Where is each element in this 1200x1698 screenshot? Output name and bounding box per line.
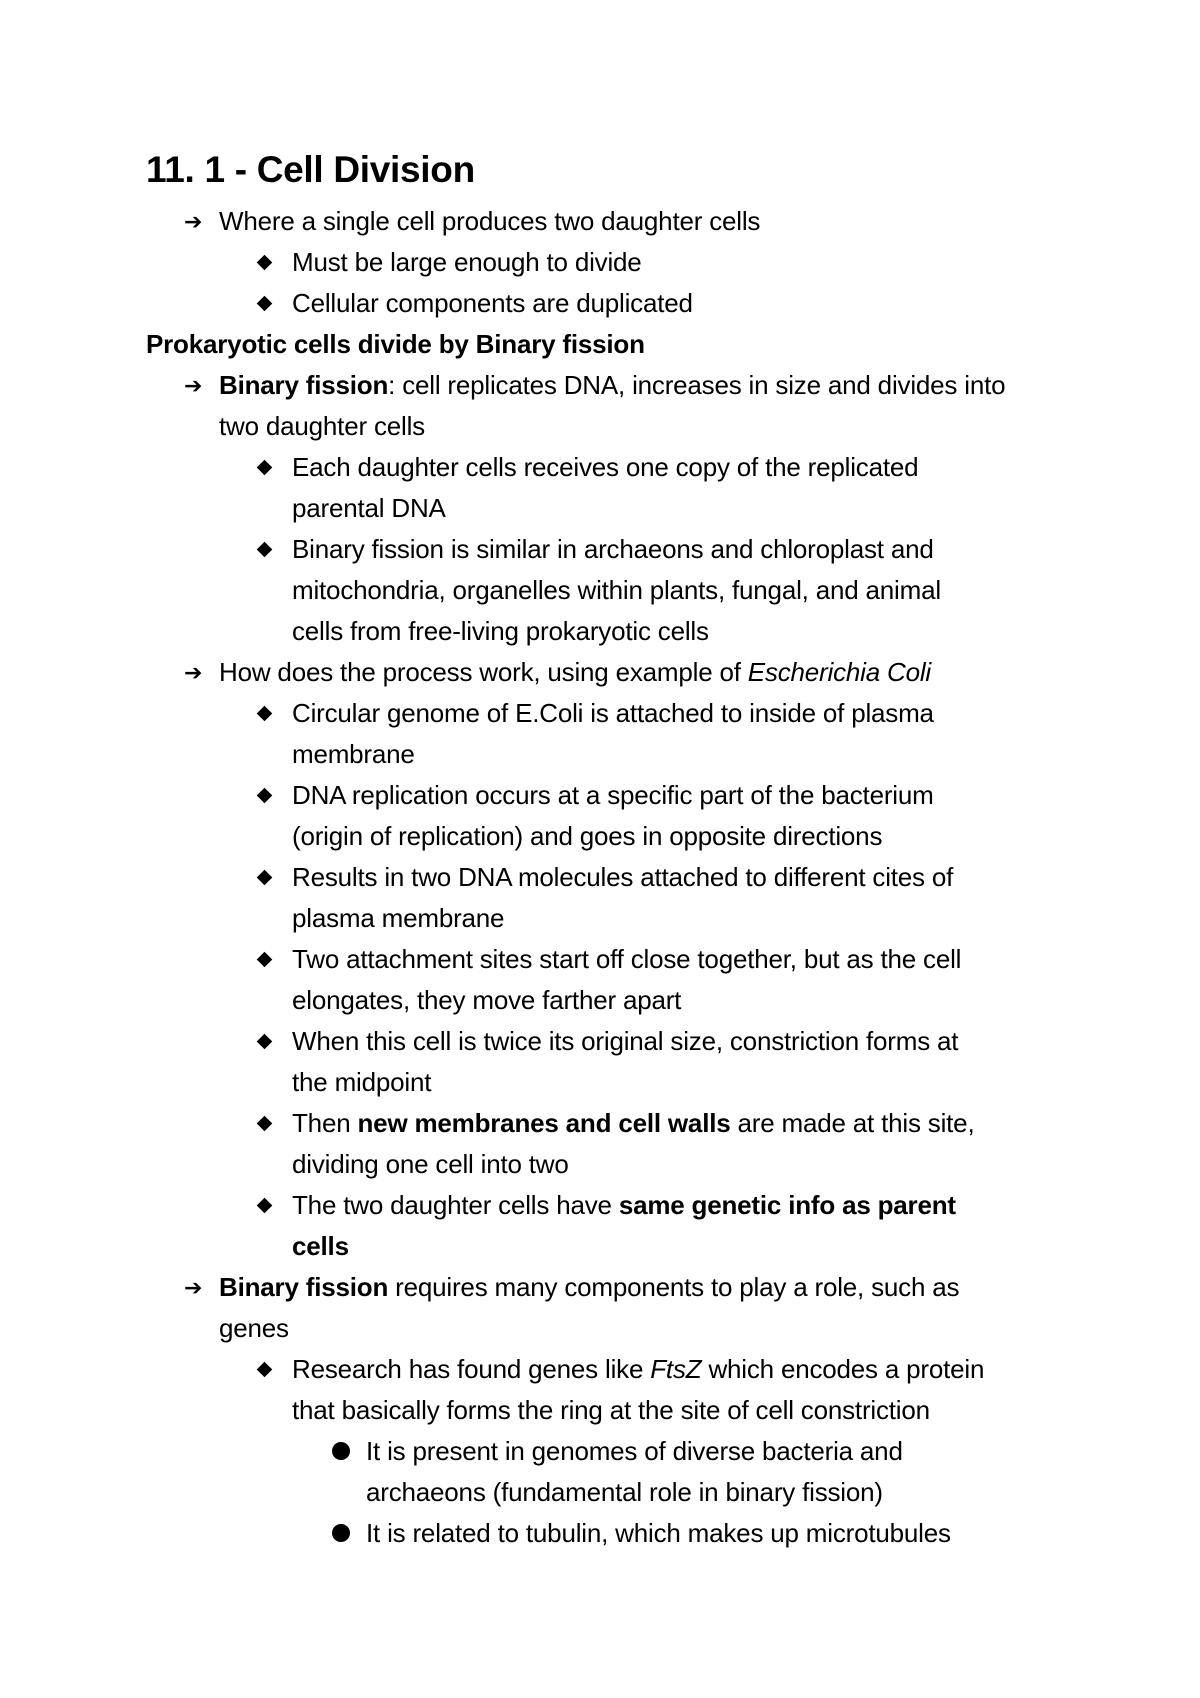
list-item-continuation: [0, 980, 1200, 1021]
text-run: which encodes a protein: [701, 1354, 985, 1384]
list-item-continuation: [0, 1062, 1200, 1103]
list-item-text: [292, 1103, 974, 1144]
italic-term: FtsZ: [650, 1354, 702, 1384]
list-item-text: Results in two DNA molecules attached to different cites of: [292, 862, 954, 892]
list-item-continuation: [0, 1226, 1200, 1267]
list-item: [0, 1185, 1200, 1226]
arrow-bullet-icon: ➔: [184, 373, 203, 398]
diamond-bullet-icon: [257, 1034, 273, 1050]
section-heading-row: [0, 324, 1200, 365]
diamond-bullet-icon: [257, 788, 273, 804]
bold-term: Binary fission: [219, 1272, 389, 1302]
list-item: [0, 652, 1200, 693]
list-item-text: genes: [219, 1313, 289, 1343]
list-item: [0, 242, 1200, 283]
section-heading: Prokaryotic cells divide by Binary fission: [146, 329, 645, 359]
list-item: [0, 201, 1200, 242]
list-item-text: It is present in genomes of diverse bacteria and: [366, 1436, 903, 1466]
list-item-continuation: [0, 1390, 1200, 1431]
list-item-text: It is related to tubulin, which makes up microtubules: [366, 1518, 951, 1548]
text-run: : cell replicates DNA, increases in size and divides into: [388, 370, 1006, 400]
diamond-bullet-icon: [257, 255, 273, 271]
diamond-bullet-icon: [257, 460, 273, 476]
diamond-bullet-icon: [257, 296, 273, 312]
arrow-bullet-icon: ➔: [184, 660, 203, 685]
list-item: [0, 365, 1200, 406]
list-item-continuation: [0, 898, 1200, 939]
list-item: [0, 1103, 1200, 1144]
list-item: [0, 1021, 1200, 1062]
list-item-text: [292, 1349, 984, 1390]
text-run: How does the process work, using example of: [219, 657, 748, 687]
list-item-text: mitochondria, organelles within plants, fungal, and animal: [292, 575, 941, 605]
list-item-text: archaeons (fundamental role in binary fission): [366, 1477, 883, 1507]
list-item: [0, 283, 1200, 324]
list-item-text: Each daughter cells receives one copy of the replicated: [292, 452, 919, 482]
list-item-text: [219, 365, 1005, 406]
list-item-continuation: [0, 1308, 1200, 1349]
bold-term: Binary fission: [219, 370, 389, 400]
list-item-text: Cellular components are duplicated: [292, 288, 693, 318]
list-item-continuation: [0, 570, 1200, 611]
list-item-text: DNA replication occurs at a specific part of the bacterium: [292, 780, 934, 810]
list-item-text: Two attachment sites start off close together, but as the cell: [292, 944, 962, 974]
list-item-text: dividing one cell into two: [292, 1149, 569, 1179]
list-item-text: [219, 1267, 959, 1308]
list-item-text: the midpoint: [292, 1067, 432, 1097]
bold-term: new membranes and cell walls: [357, 1108, 731, 1138]
list-item-text: [219, 652, 931, 693]
list-item: [0, 1267, 1200, 1308]
diamond-bullet-icon: [257, 706, 273, 722]
list-item-text: two daughter cells: [219, 411, 425, 441]
diamond-bullet-icon: [257, 1116, 273, 1132]
list-item: [0, 939, 1200, 980]
list-item-text: Circular genome of E.Coli is attached to inside of plasma: [292, 698, 934, 728]
list-item-continuation: [0, 816, 1200, 857]
diamond-bullet-icon: [257, 870, 273, 886]
arrow-bullet-icon: ➔: [184, 209, 203, 234]
diamond-bullet-icon: [257, 1362, 273, 1378]
diamond-bullet-icon: [257, 952, 273, 968]
arrow-bullet-icon: ➔: [184, 1275, 203, 1300]
list-item-continuation: [0, 611, 1200, 652]
list-item-text: cells from free-living prokaryotic cells: [292, 616, 709, 646]
italic-term: Escherichia Coli: [747, 657, 932, 687]
list-item: [0, 857, 1200, 898]
list-item-text: When this cell is twice its original size, constriction forms at: [292, 1026, 959, 1056]
text-run: are made at this site,: [730, 1108, 975, 1138]
list-item-continuation: [0, 1144, 1200, 1185]
list-item: [0, 1431, 1200, 1472]
diamond-bullet-icon: [257, 1198, 273, 1214]
list-item-text: Binary fission is similar in archaeons and chloroplast and: [292, 534, 934, 564]
list-item: [0, 529, 1200, 570]
text-run: Research has found genes like: [292, 1354, 651, 1384]
text-run: Then: [292, 1108, 358, 1138]
list-item: [0, 1513, 1200, 1554]
list-item-continuation: [0, 488, 1200, 529]
list-item-continuation: [0, 1472, 1200, 1513]
list-item-continuation: [0, 734, 1200, 775]
list-item-text: [292, 1226, 349, 1267]
list-item-text: membrane: [292, 739, 415, 769]
list-item-text: [292, 1185, 956, 1226]
list-item-text: that basically forms the ring at the site of cell constriction: [292, 1395, 930, 1425]
text-run: The two daughter cells have: [292, 1190, 619, 1220]
list-item: [0, 1349, 1200, 1390]
list-item-text: Where a single cell produces two daughter cells: [219, 206, 761, 236]
page-title: 11. 1 - Cell Division: [146, 149, 475, 190]
list-item-text: elongates, they move farther apart: [292, 985, 682, 1015]
filled-circle-bullet-icon: [332, 1442, 350, 1460]
text-run: requires many components to play a role, such as: [388, 1272, 960, 1302]
list-item-text: (origin of replication) and goes in opposite directions: [292, 821, 883, 851]
list-item-text: plasma membrane: [292, 903, 505, 933]
bold-term: cells: [292, 1231, 349, 1261]
list-item-continuation: [0, 406, 1200, 447]
list-item: [0, 775, 1200, 816]
filled-circle-bullet-icon: [332, 1524, 350, 1542]
list-item-text: parental DNA: [292, 493, 446, 523]
list-item: [0, 693, 1200, 734]
bold-term: same genetic info as parent: [618, 1190, 956, 1220]
list-item: [0, 447, 1200, 488]
list-item-text: Must be large enough to divide: [292, 247, 642, 277]
diamond-bullet-icon: [257, 542, 273, 558]
